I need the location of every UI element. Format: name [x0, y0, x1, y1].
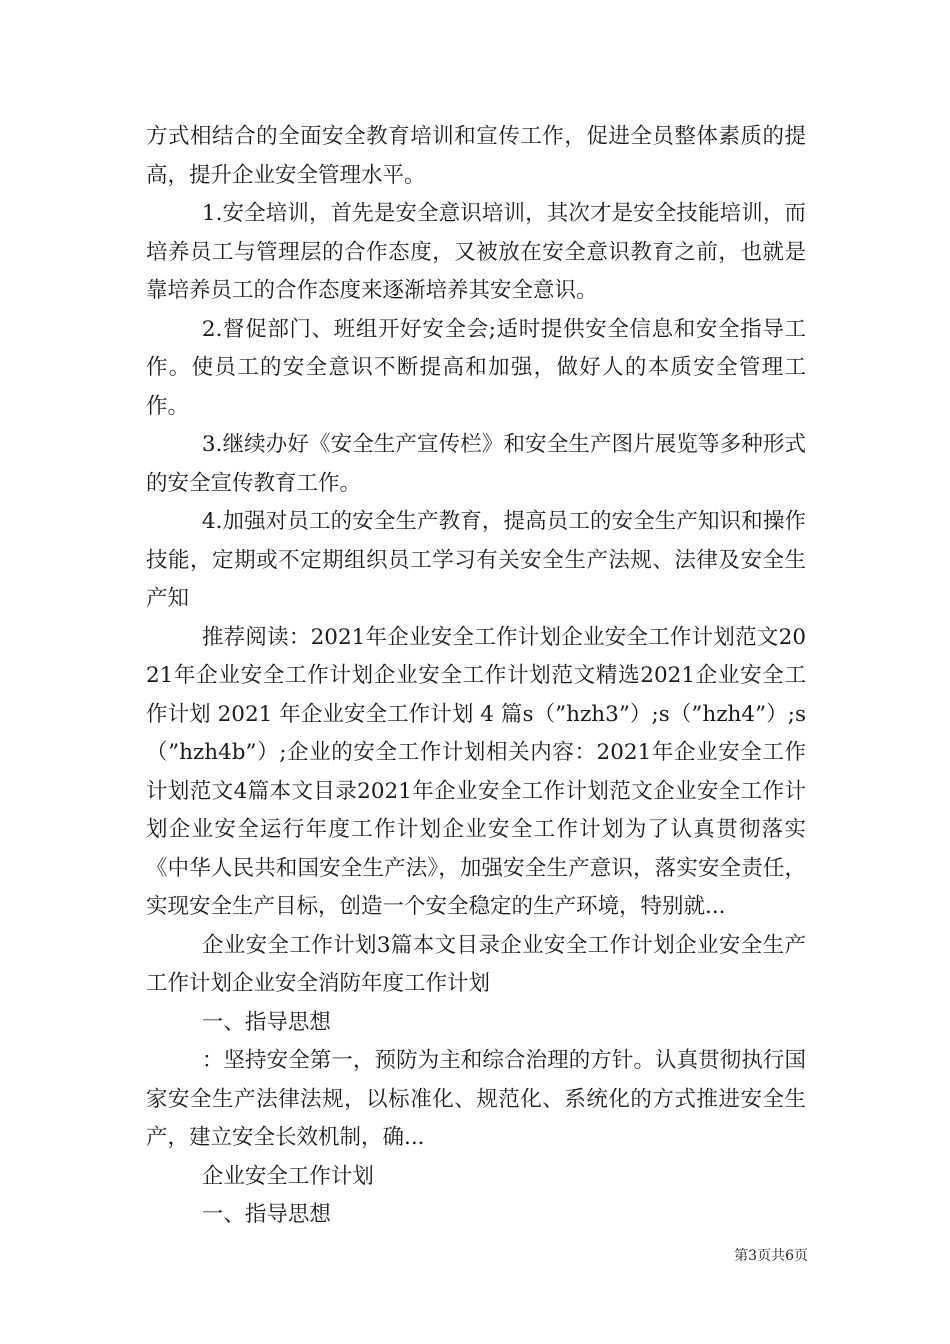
- heading-guiding-ideology-second: 一、指导思想: [201, 1202, 331, 1227]
- paragraph-guiding-ideology-body: ：坚持安全第一，预防为主和综合治理的方针。认真贯彻执行国家安全生产法律法规，以标准化、规范化、系统化的方式推进安全生产，建立安全长效机制，确...: [146, 1048, 806, 1150]
- paragraph-recommended-reading: 推荐阅读：2021年企业安全工作计划企业安全工作计划范文2021年企业安全工作计划企业安全工作计划范文精选2021企业安全工作计划 2021 年企业安全工作计划 4 篇s（”hzh3”）;s（”hzh4”）;s（”hzh4b”）;企业的安全工作计划相关内容：2021年企业安全工作计划范文4篇本文目录2021年企业安全工作计划范文企业安全工作计划企业安全运行年度工作计划企业安全工作计划为了认真贯彻落实《中华人民共和国安全生产法》，加强安全生产意识，落实安全责任，实现安全生产目标，创造一个安全稳定的生产环境，特别就...: [146, 624, 806, 919]
- page-number-footer: 第3页共6页: [734, 1248, 808, 1264]
- paragraph-item-4-education: 4.加强对员工的安全生产教育，提高员工的安全生产知识和操作技能，定期或不定期组织员工学习有关安全生产法规、法律及安全生产知: [146, 509, 806, 611]
- paragraph-item-3-publicity: 3.继续办好《安全生产宣传栏》和安全生产图片展览等多种形式的安全宣传教育工作。: [146, 432, 806, 496]
- paragraph-plan-three-articles: 企业安全工作计划3篇本文目录企业安全工作计划企业安全生产工作计划企业安全消防年度工作计划: [146, 932, 806, 996]
- heading-safety-work-plan: 企业安全工作计划: [201, 1163, 374, 1189]
- paragraph-intro-continuation: 方式相结合的全面安全教育培训和宣传工作，促进全员整体素质的提高，提升企业安全管理水平。: [146, 124, 806, 188]
- paragraph-item-2-safety-meetings: 2.督促部门、班组开好安全会;适时提供安全信息和安全指导工作。使员工的安全意识不断提高和加强，做好人的本质安全管理工作。: [146, 316, 806, 419]
- document-body: [146, 118, 806, 1235]
- paragraph-item-1-safety-training: 1.安全培训，首先是安全意识培训，其次才是安全技能培训，而培养员工与管理层的合作态度，又被放在安全意识教育之前，也就是靠培养员工的合作态度来逐渐培养其安全意识。: [146, 201, 806, 303]
- heading-guiding-ideology: 一、指导思想: [201, 1009, 331, 1035]
